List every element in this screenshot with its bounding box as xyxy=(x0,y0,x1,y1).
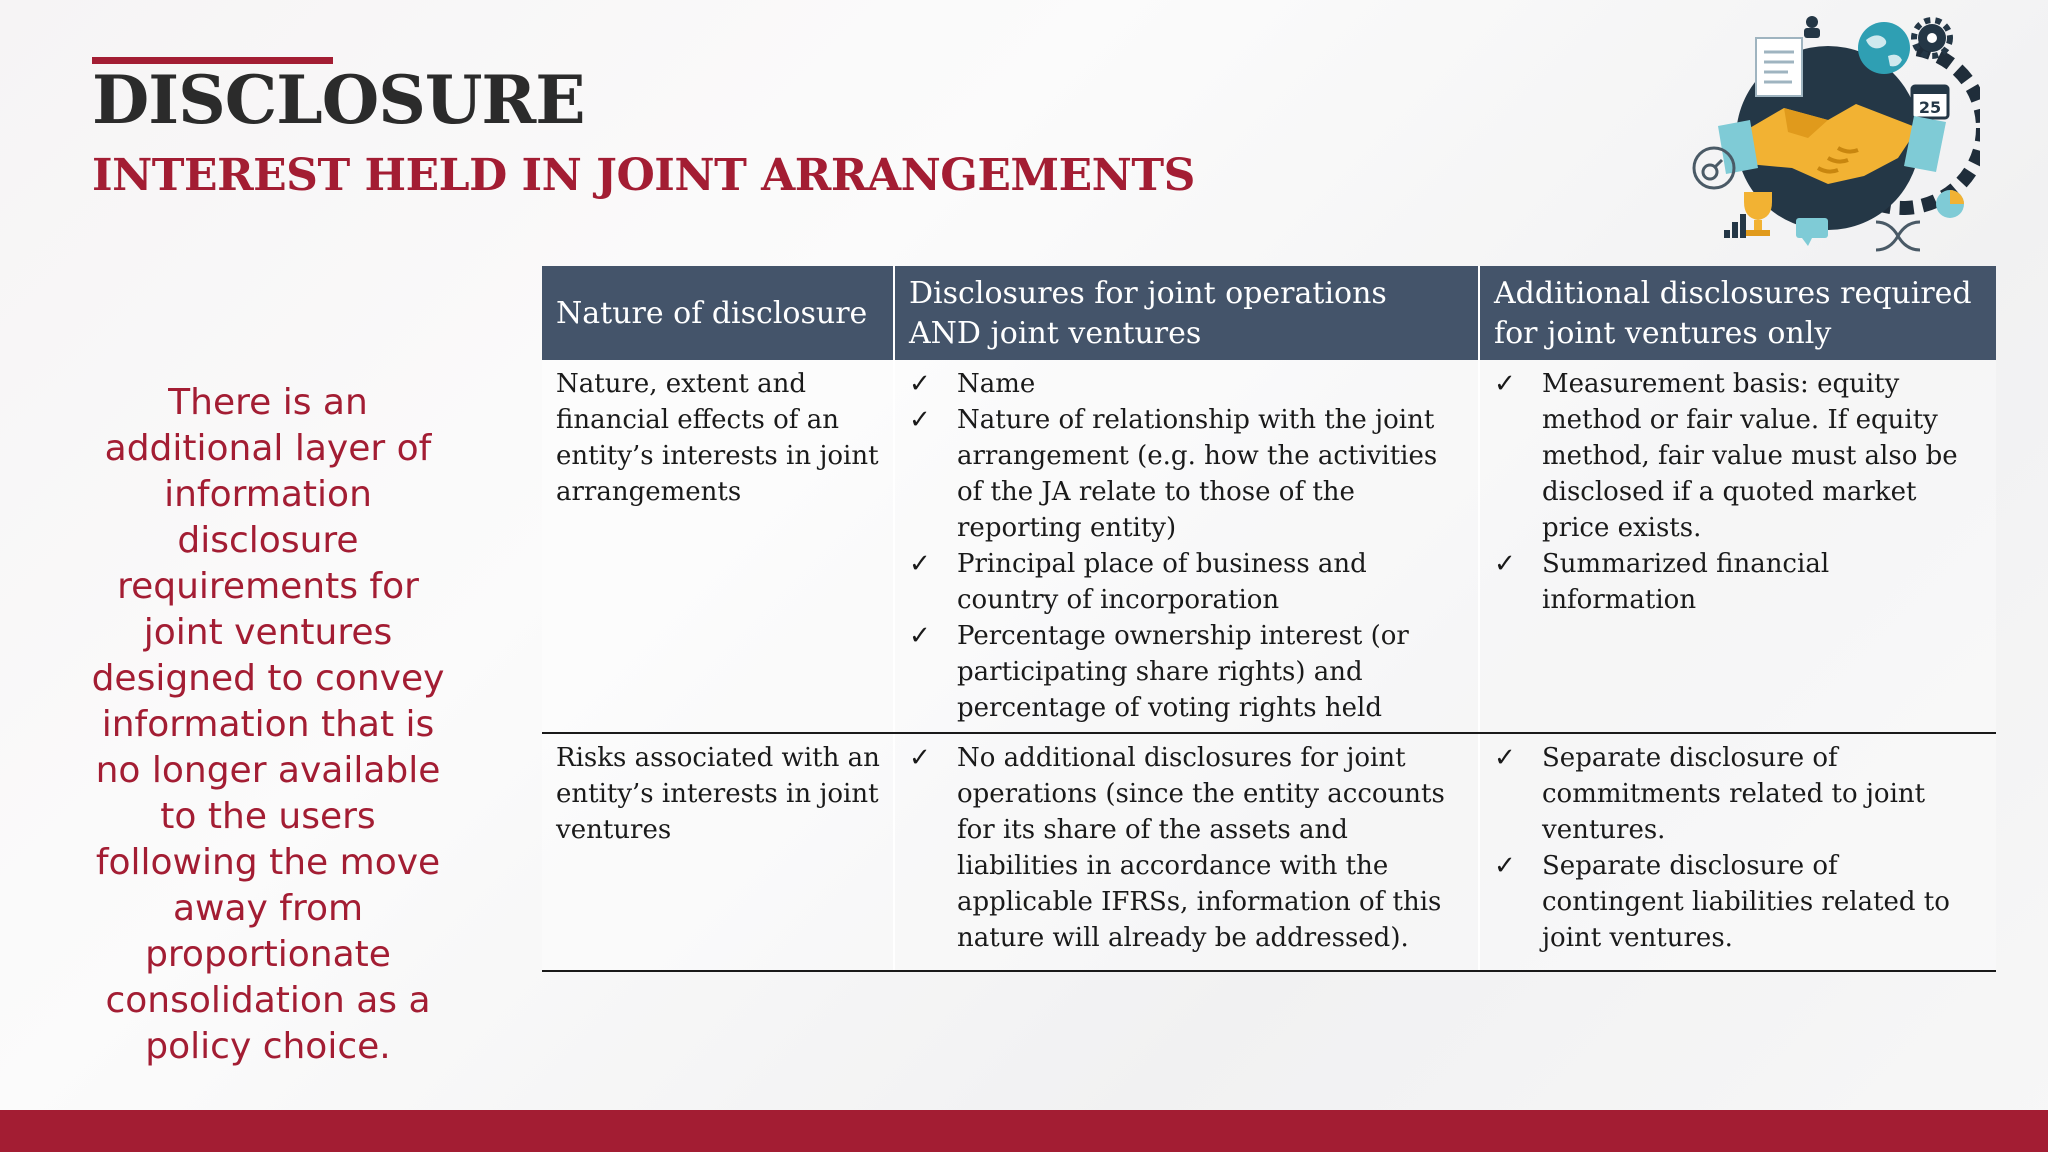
shuffle-icon xyxy=(1876,222,1920,250)
table-row xyxy=(542,733,1996,971)
checklist-item: ✓ No additional disclosures for joint operations (since the entity accounts for its share of the assets and liabilities in accordance with the applicable IFRSs, information of this nature will already be addressed). xyxy=(909,740,1468,956)
cell-joint-ops-and-jv xyxy=(894,360,1479,733)
cell-joint-ops-and-jv xyxy=(894,733,1479,971)
table-row xyxy=(542,360,1996,733)
cell-nature: Nature, extent and financial effects of an entity’s interests in joint arrangements xyxy=(542,360,894,733)
cell-nature: Risks associated with an entity’s interests in joint ventures xyxy=(542,733,894,971)
checklist-item: ✓ Name xyxy=(909,366,1468,402)
header-nature: Nature of disclosure xyxy=(542,266,894,360)
document-icon xyxy=(1756,38,1802,96)
checklist-item: ✓ Separate disclosure of contingent liabilities related to joint ventures. xyxy=(1494,848,1986,956)
checklist-item: ✓ Separate disclosure of commitments related to joint ventures. xyxy=(1494,740,1986,848)
header-joint-ops-and-jv: Disclosures for joint operations AND joint ventures xyxy=(894,266,1479,360)
chat-icon xyxy=(1796,218,1828,246)
checklist xyxy=(1494,366,1986,618)
cell-jv-only xyxy=(1479,360,1996,733)
checklist xyxy=(909,366,1468,726)
calendar-icon xyxy=(1912,86,1948,118)
page-subtitle: INTEREST HELD IN JOINT ARRANGEMENTS xyxy=(92,150,1195,201)
handshake-business-icon xyxy=(1688,8,1980,254)
checklist-item: ✓ Principal place of business and country of incorporation xyxy=(909,546,1468,618)
footer-bar xyxy=(0,1110,2048,1152)
side-note: There is an additional layer of information disclosure requirements for joint ventures designed to convey information that is no longer available to the users following the move away from proportionate consolidation as a policy choice. xyxy=(91,382,445,1067)
checklist-item: ✓ Percentage ownership interest (or participating share rights) and percentage of voting rights held xyxy=(909,618,1468,726)
checklist xyxy=(1494,740,1986,956)
team-icon xyxy=(1804,16,1820,38)
checklist-item: ✓ Measurement basis: equity method or fair value. If equity method, fair value must also be disclosed if a quoted market price exists. xyxy=(1494,366,1986,546)
checklist xyxy=(909,740,1468,956)
table-header-row xyxy=(542,266,1996,360)
disclosure-table xyxy=(542,266,1996,972)
globe-icon xyxy=(1858,22,1910,74)
checklist-item: ✓ Summarized financial information xyxy=(1494,546,1986,618)
cell-jv-only xyxy=(1479,733,1996,971)
bar-chart-icon xyxy=(1724,214,1746,238)
page-title: DISCLOSURE xyxy=(92,61,585,139)
checklist-item: ✓ Nature of relationship with the joint arrangement (e.g. how the activities of the JA relate to those of the reporting entity) xyxy=(909,402,1468,546)
header-jv-only: Additional disclosures required for joint ventures only xyxy=(1479,266,1996,360)
calendar-day: 25 xyxy=(1918,98,1942,117)
pie-chart-icon xyxy=(1936,190,1964,218)
trophy-icon xyxy=(1744,192,1772,236)
